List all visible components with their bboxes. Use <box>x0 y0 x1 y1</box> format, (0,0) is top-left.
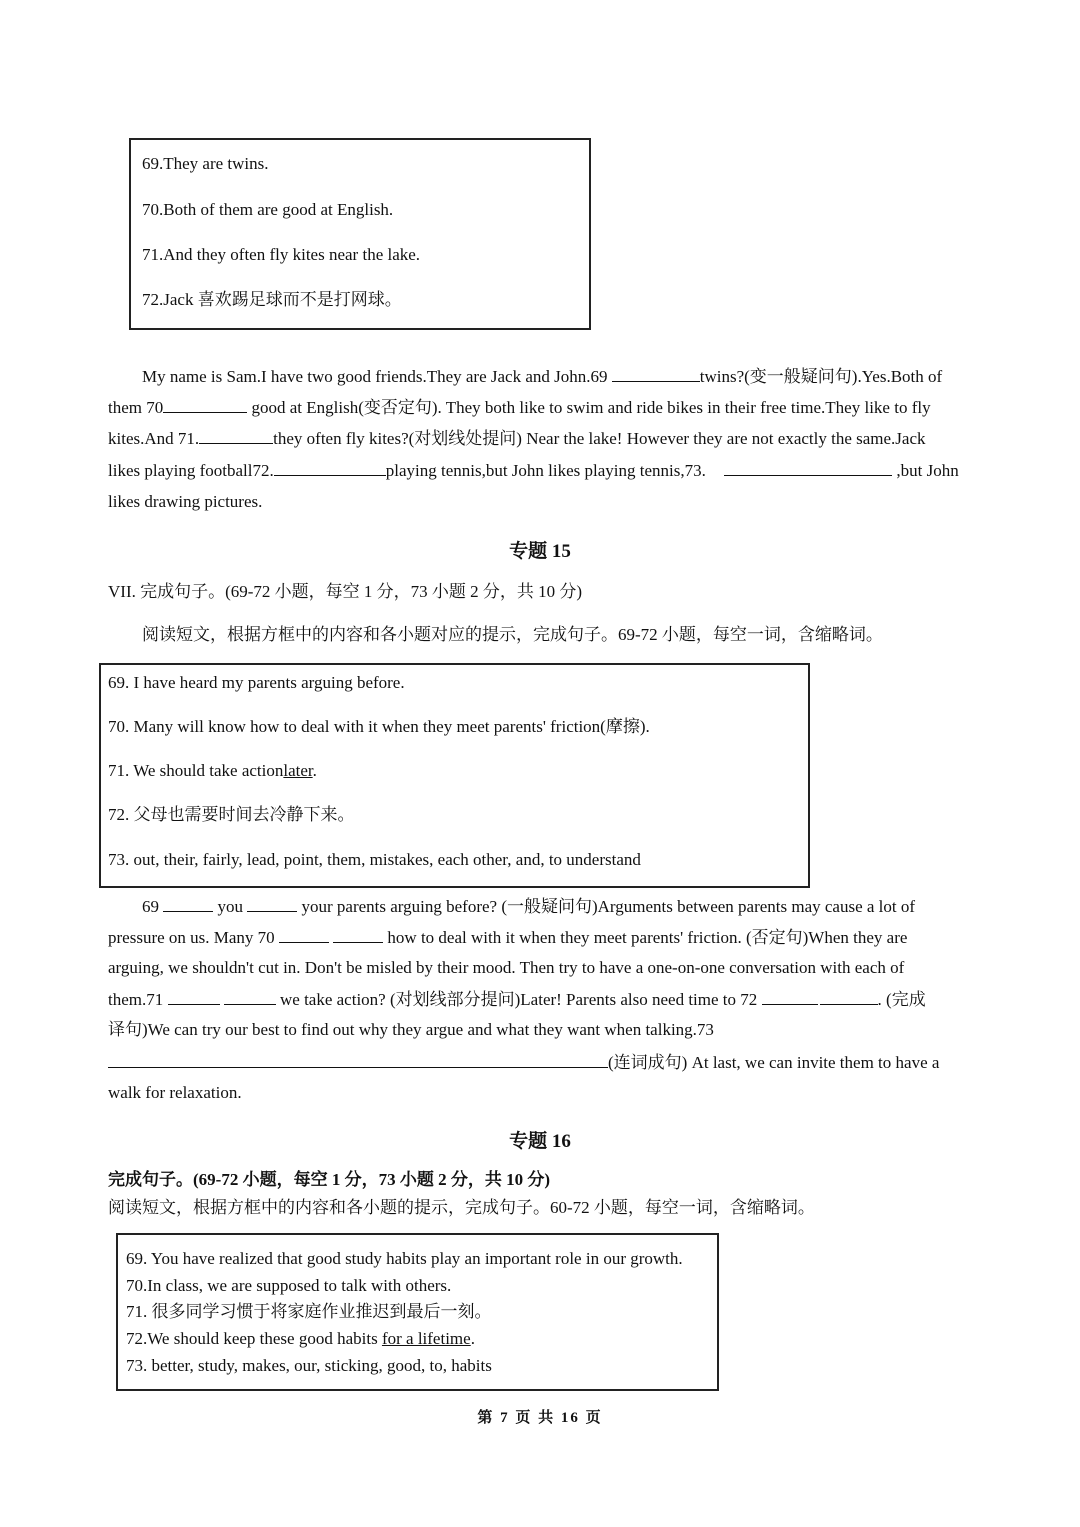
box3-line-72: 72.We should keep these good habits for a lifetime. <box>126 1329 475 1348</box>
section16-subinstruction: 阅读短文，根据方框中的内容和各小题的提示，完成句子。60-72 小题，每空一词，含缩略词。 <box>108 1198 815 1217</box>
box2-line-70: 70. Many will know how to deal with it when they meet parents' friction(摩擦). <box>108 717 650 736</box>
passage1-line-2: them 70 good at English(变否定句). They both like to swim and ride bikes in their free time.They like to fly <box>108 398 931 417</box>
passage1-line-4: likes playing football72. playing tennis,but John likes playing tennis,73. ,but John <box>108 461 959 480</box>
section15-heading: 专题 15 <box>509 541 571 562</box>
box2-line-73: 73. out, their, fairly, lead, point, them, mistakes, each other, and, to understand <box>108 850 641 869</box>
passage2-line-7: walk for relaxation. <box>108 1083 242 1102</box>
box3-line-70: 70.In class, we are supposed to talk with others. <box>126 1276 452 1295</box>
box3-line-73: 73. better, study, makes, our, sticking, good, to, habits <box>126 1356 492 1375</box>
box3-line-69: 69. You have realized that good study habits play an important role in our growth. <box>126 1249 683 1268</box>
blank-71[interactable] <box>199 428 273 444</box>
blank-69a[interactable] <box>163 896 213 912</box>
section15-subinstruction: 阅读短文，根据方框中的内容和各小题对应的提示，完成句子。69-72 小题，每空一词，含缩略词。 <box>142 625 883 644</box>
box3-line-71: 71. 很多同学习惯于将家庭作业推迟到最后一刻。 <box>126 1302 492 1321</box>
blank-72[interactable] <box>274 460 386 476</box>
blank-71b[interactable] <box>224 989 276 1005</box>
underlined-for-a-lifetime: for a lifetime <box>381 1329 471 1348</box>
blank-70a[interactable] <box>279 927 329 943</box>
box1-line-72: 72.Jack 喜欢踢足球而不是打网球。 <box>142 290 402 309</box>
passage2-line-1: 69 you your parents arguing before? (一般疑问句)Arguments between parents may cause a lot of <box>142 897 916 916</box>
blank-71a[interactable] <box>168 989 220 1005</box>
box2-line-69: 69. I have heard my parents arguing before. <box>108 673 405 692</box>
box1-line-71: 71.And they often fly kites near the lake. <box>142 245 421 264</box>
passage2-line-6: (连词成句) At last, we can invite them to have a <box>108 1052 939 1073</box>
box1-line-70: 70.Both of them are good at English. <box>142 200 394 219</box>
passage2-line-3: arguing, we shouldn't cut in. Don't be misled by their mood. Then try to have a one-on-one conversation with each of <box>108 958 905 977</box>
blank-69b[interactable] <box>247 896 297 912</box>
passage1-line-1: My name is Sam.I have two good friends.They are Jack and John.69 twins?(变一般疑问句).Yes.Both of <box>142 367 943 386</box>
passage1-line-3: kites.And 71. they often fly kites?(对划线处提问) Near the lake! However they are not exactly the same.Jack <box>108 429 926 448</box>
blank-73[interactable] <box>724 460 892 476</box>
box2-line-72: 72. 父母也需要时间去冷静下来。 <box>108 805 355 824</box>
passage1-line-5: likes drawing pictures. <box>108 492 263 511</box>
box2-line-71: 71. We should take actionlater. <box>108 761 317 780</box>
blank-73-long[interactable] <box>108 1052 608 1068</box>
section16-instruction: 完成句子。(69-72 小题，每空 1 分，73 小题 2 分，共 10 分) <box>108 1170 550 1189</box>
underlined-later: later <box>283 761 313 780</box>
blank-70[interactable] <box>163 397 247 413</box>
passage2-line-2: pressure on us. Many 70 how to deal with it when they meet parents' friction. (否定句)When they are <box>108 928 908 947</box>
passage2-line-4: them.71 we take action? (对划线部分提问)Later! Parents also need time to 72 . (完成 <box>108 990 926 1009</box>
box1-line-69: 69.They are twins. <box>142 154 269 173</box>
blank-70b[interactable] <box>333 927 383 943</box>
page-number: 第 7 页 共 16 页 <box>477 1410 603 1426</box>
passage2-line-5: 译句)We can try our best to find out why they argue and what they want when talking.73 <box>108 1020 714 1039</box>
section16-heading: 专题 16 <box>509 1131 571 1152</box>
section15-instruction: VII. 完成句子。(69-72 小题，每空 1 分，73 小题 2 分，共 10 分) <box>108 582 583 601</box>
blank-72b[interactable] <box>820 989 878 1005</box>
blank-72a[interactable] <box>762 989 818 1005</box>
blank-69[interactable] <box>612 366 700 382</box>
